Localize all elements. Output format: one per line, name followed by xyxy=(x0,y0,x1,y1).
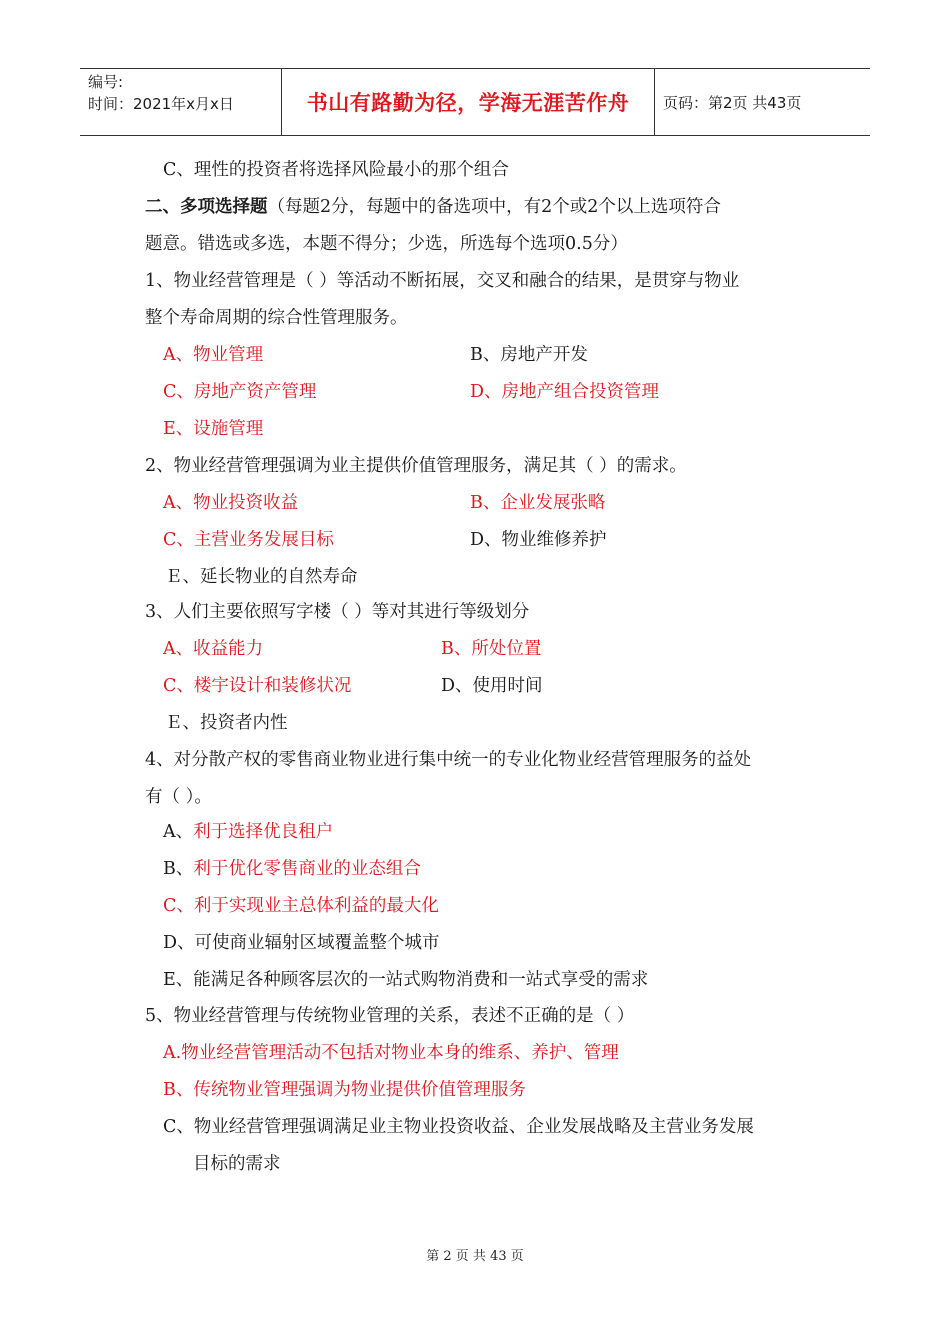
question-5: 5、物业经营管理与传统物业管理的关系，表述不正确的是（ ） xyxy=(145,1006,635,1026)
header-page-info: 页码：第2页 共43页 xyxy=(663,93,802,112)
q3-option-e: Ｅ、投资者内性 xyxy=(165,713,288,733)
q2-option-d: D、物业维修养护 xyxy=(470,530,607,550)
q5-option-c: C、物业经营管理强调满足业主物业投资收益、企业发展战略及主营业务发展 xyxy=(163,1117,754,1137)
q1-option-b: B、房地产开发 xyxy=(470,345,588,365)
q1-option-d: D、房地产组合投资管理 xyxy=(470,382,660,402)
section-instructions-cont: 题意。错选或多选，本题不得分；少选，所选每个选项0.5分） xyxy=(145,234,628,254)
q4-option-e: E、能满足各种顾客层次的一站式购物消费和一站式享受的需求 xyxy=(163,970,649,990)
page-header xyxy=(80,68,870,136)
q4-option-c: C、利于实现业主总体利益的最大化 xyxy=(163,896,439,916)
q4-option-a-text: 利于选择优良租户 xyxy=(193,822,334,842)
q3-option-c: C、楼宇设计和装修状况 xyxy=(163,676,352,696)
question-1-cont: 整个寿命周期的综合性管理服务。 xyxy=(145,308,408,328)
question-3: 3、人们主要依照写字楼（ ）等对其进行等级划分 xyxy=(145,602,530,622)
section-heading xyxy=(145,195,721,219)
q5-option-c-cont: 目标的需求 xyxy=(193,1154,281,1174)
serial-label: 编号: xyxy=(88,73,124,91)
header-meta xyxy=(80,69,282,135)
question-4: 4、对分散产权的零售商业物业进行集中统一的专业化物业经营管理服务的益处 xyxy=(145,750,752,770)
q1-option-a: A、物业管理 xyxy=(163,345,264,365)
q3-option-a: A、收益能力 xyxy=(163,639,264,659)
q4-option-a-prefix: A、 xyxy=(163,822,194,842)
q1-option-e: E、设施管理 xyxy=(163,419,264,439)
q2-option-b: B、企业发展张略 xyxy=(470,493,606,513)
q4-option-b-text: 利于优化零售商业的业态组合 xyxy=(193,859,421,879)
q5-option-a: A.物业经营管理活动不包括对物业本身的维系、养护、管理 xyxy=(163,1043,619,1063)
header-motto: 书山有路勤为径，学海无涯苦作舟 xyxy=(282,69,655,135)
question-4-cont: 有（ ）。 xyxy=(145,787,212,807)
q4-option-d: D、可使商业辐射区域覆盖整个城市 xyxy=(163,933,440,953)
q3-option-b: B、所处位置 xyxy=(441,639,542,659)
q3-option-d: D、使用时间 xyxy=(441,676,543,696)
q4-option-a xyxy=(163,820,333,844)
question-2: 2、物业经营管理强调为业主提供价值管理服务，满足其（ ）的需求。 xyxy=(145,456,687,476)
page-footer: 第 2 页 共 43 页 xyxy=(426,1249,524,1264)
q5-option-b: B、传统物业管理强调为物业提供价值管理服务 xyxy=(163,1080,526,1100)
q4-option-b-prefix: B、 xyxy=(163,859,194,879)
q2-option-e: Ｅ、延长物业的自然寿命 xyxy=(165,567,358,587)
section-title: 二、多项选择题 xyxy=(145,197,268,217)
q4-option-b xyxy=(163,857,421,881)
section-instructions: （每题2分，每题中的备选项中，有2个或2个以上选项符合 xyxy=(267,197,721,217)
q-prev-option-c: C、理性的投资者将选择风险最小的那个组合 xyxy=(163,160,509,180)
q1-option-c: C、房地产资产管理 xyxy=(163,382,317,402)
question-1: 1、物业经营管理是（ ）等活动不断拓展，交叉和融合的结果，是贯穿与物业 xyxy=(145,271,740,291)
time-label: 时间：2021年x月x日 xyxy=(88,95,234,113)
q2-option-a: A、物业投资收益 xyxy=(163,493,299,513)
q2-option-c: C、主营业务发展目标 xyxy=(163,530,334,550)
